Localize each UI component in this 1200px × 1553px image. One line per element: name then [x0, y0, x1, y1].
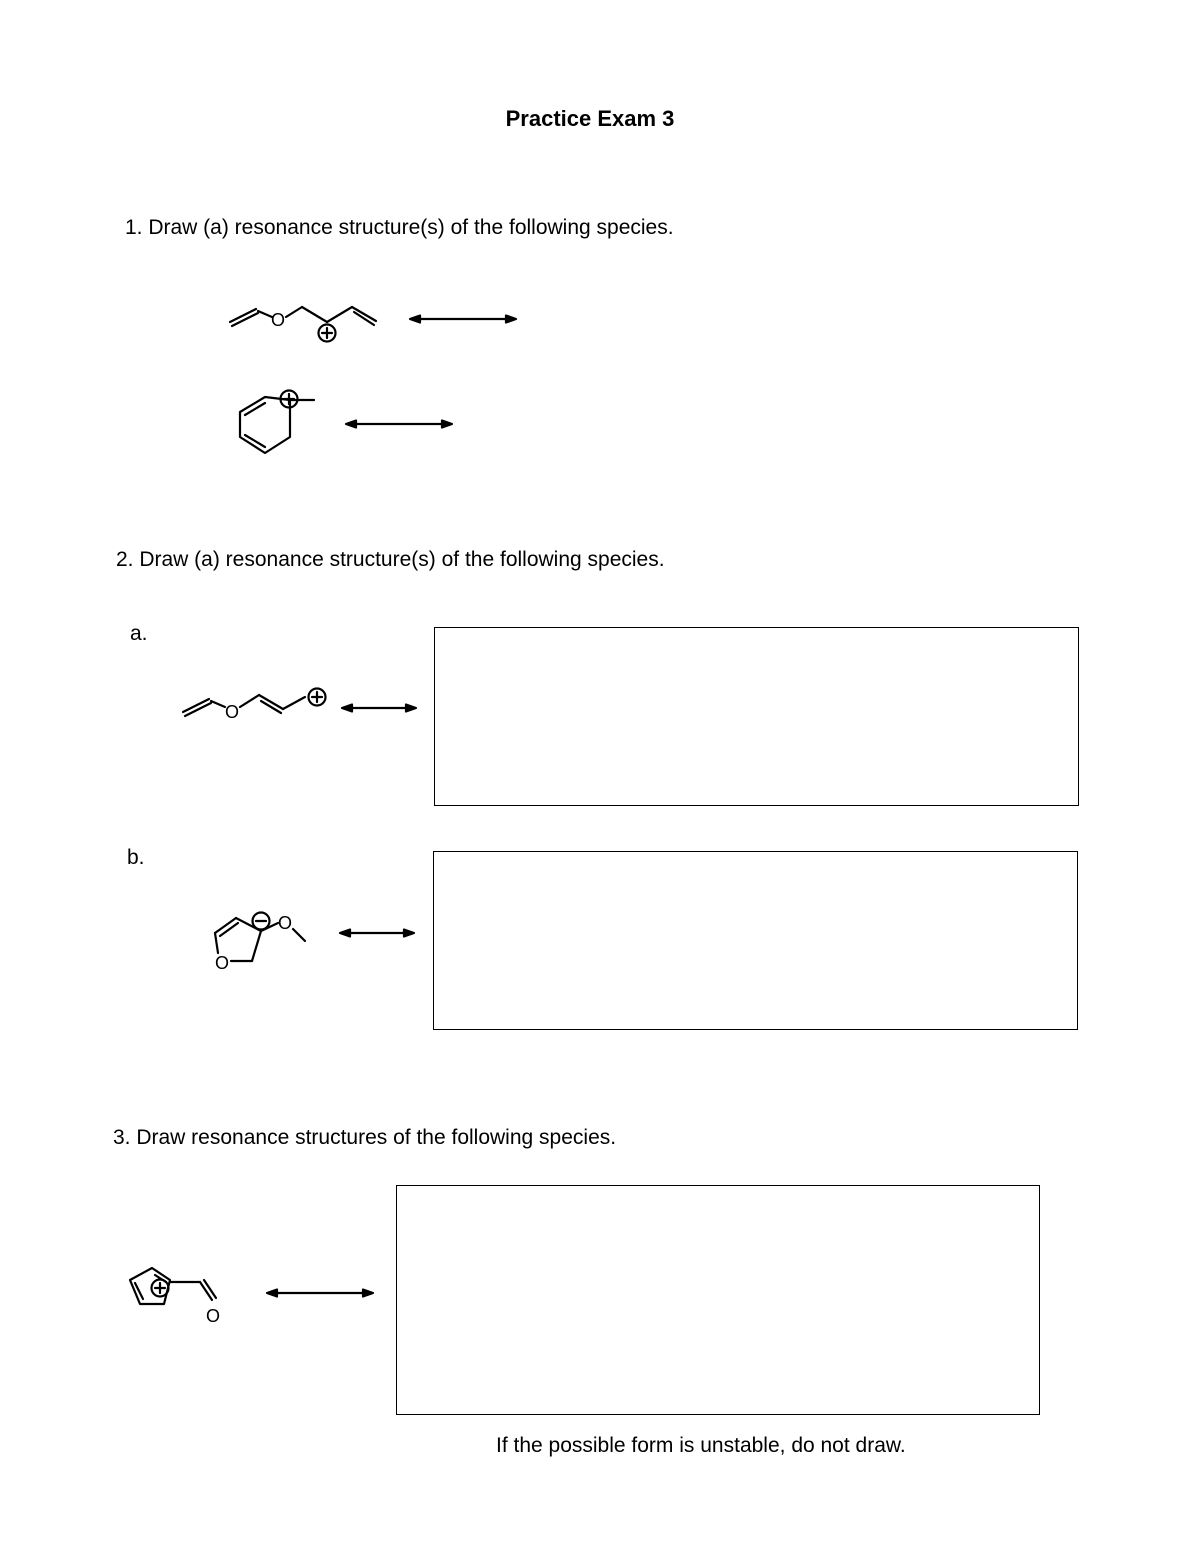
- bond: [258, 311, 272, 317]
- page-title: Practice Exam 3: [505, 106, 675, 131]
- resonance-arrow-icon: [265, 1286, 375, 1300]
- resonance-arrow-icon: [338, 926, 416, 940]
- resonance-arrow-icon: [344, 417, 454, 431]
- question-1-prompt: 1. Draw (a) resonance structure(s) of the following species.: [125, 216, 674, 239]
- question-2-prompt: 2. Draw (a) resonance structure(s) of the following species.: [116, 548, 665, 571]
- q2a-molecule: [175, 680, 335, 730]
- oxygen-label: O: [278, 913, 293, 933]
- part-b-label: b.: [127, 846, 145, 869]
- answer-box-2a[interactable]: [434, 627, 1079, 806]
- oxygen-label: O: [215, 953, 230, 973]
- part-a-label: a.: [130, 622, 148, 645]
- q1-molecule-2: [230, 385, 330, 465]
- question-3-prompt: 3. Draw resonance structures of the following species.: [113, 1126, 617, 1149]
- instruction-note: If the possible form is unstable, do not draw.: [496, 1434, 906, 1457]
- q1-molecule-1: [220, 295, 380, 355]
- answer-box-2b[interactable]: [433, 851, 1078, 1030]
- resonance-arrow-icon: [340, 701, 418, 715]
- oxygen-label: O: [206, 1306, 221, 1326]
- oxygen-label: O: [225, 702, 240, 722]
- answer-box-3[interactable]: [396, 1185, 1040, 1415]
- bond: [302, 307, 327, 322]
- resonance-arrow-icon: [408, 312, 518, 326]
- bond: [286, 307, 302, 317]
- oxygen-label: O: [271, 310, 286, 330]
- q2b-molecule: [205, 905, 315, 975]
- bond: [327, 307, 352, 322]
- q3-molecule: [120, 1258, 230, 1328]
